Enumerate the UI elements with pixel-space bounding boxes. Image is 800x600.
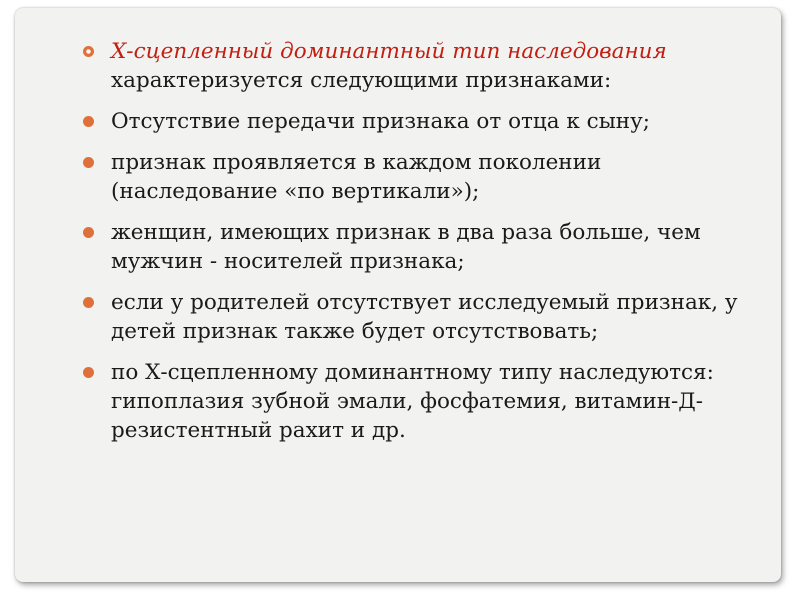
bullet-text: по Х-сцепленному доминантному типу наследуются: гипоплазия зубной эмали, фосфатемия, витамин-Д-резистентный рахит и др. [111,360,714,443]
bullet-icon [83,46,94,57]
bullet-icon [83,227,94,238]
bullet-text: женщин, имеющих признак в два раза больше, чем мужчин - носителей признака; [111,220,701,274]
bullet-icon [83,157,94,168]
bullet-text: если у родителей отсутствует исследуемый признак, у детей признак также будет отсутствовать; [111,290,738,344]
bullet-item-2 [80,148,740,206]
bullet-text: Отсутствие передачи признака от отца к сыну; [111,109,651,134]
bullet-text: признак проявляется в каждом поколении (наследование «по вертикали»); [111,150,602,204]
bullet-icon [83,297,94,308]
bullet-item-intro [80,37,740,95]
bullet-icon [83,116,94,127]
bullet-item-4 [80,288,740,346]
slide-content [80,37,740,457]
bullet-item-1 [80,107,740,136]
bullet-item-3 [80,218,740,276]
bullet-item-5 [80,358,740,445]
intro-text: характеризуется следующими признаками: [111,68,612,93]
bullet-icon [83,367,94,378]
slide-title: Х-сцепленный доминантный тип наследования [111,39,667,64]
